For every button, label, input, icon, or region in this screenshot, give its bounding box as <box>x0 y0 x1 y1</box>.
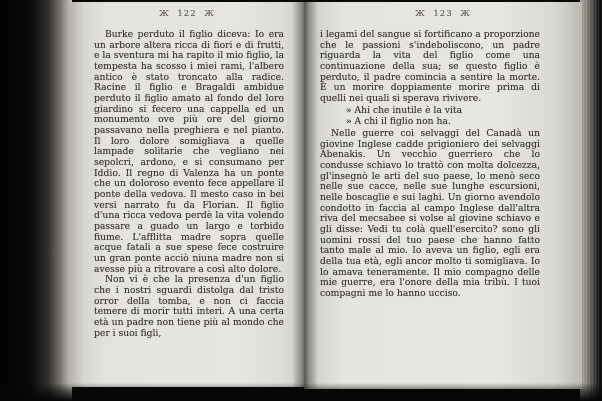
page-text-left <box>70 19 304 339</box>
page-number-right: 123 <box>433 9 453 19</box>
page-123 <box>304 2 582 389</box>
page-header-right <box>304 2 582 19</box>
book-left-edge <box>0 0 72 401</box>
page-122 <box>70 2 304 387</box>
page-text-right <box>304 19 582 300</box>
page-header-left <box>70 2 304 19</box>
verse-line: » Ahi che inutile è la vita <box>346 104 463 116</box>
header-ornament-icon: Ж <box>415 9 426 19</box>
paragraph: Burke perduto il figlio diceva: Io era un arbore altera ricca di fiori e di frutti, e la sventura mi ha rapito il mio figlio, la tempesta ha scosso i miei rami, l'albero antico è stato troncato alla radice. Racine il figlio e Bragaldi ambidue perduto il figlio amato al fondo del loro giardino si fecero una cappella ed un monumento ove più ore del giorno passavano nella preghiera e nel pianto. Il loro dolore somigliava a quelle lampade solitarie che vegliano nei sepolcri, ardono, e si consumano per Iddio. Il regno di Valenza ha un ponte che un doloroso evento fece appellare il ponte della vedova. Il mesto caso in bei versi narrato fu da Florian. Il figlio d'una ricca vedova perdè la vita volendo passare a guado un largo e torbido fiume. L'afflitta madre sopra quelle acque fatali a sue spese fece costruire un gran ponte acciò niuna madre non si avesse più a ritrovare a così alto dolore. <box>94 29 284 275</box>
header-ornament-icon: Ж <box>460 9 471 19</box>
header-ornament-icon: Ж <box>159 9 170 19</box>
header-ornament-icon: Ж <box>204 9 215 19</box>
paragraph: Non vi è che la presenza d'un figlio che i nostri sguardi distolga dal tristo orror della tomba, e non ci faccia temere di morir tutti interi. A una certa età un padre non tiene più al mondo che per i suoi figli, <box>94 274 284 339</box>
paragraph: Nelle guerre coi selvaggi del Canadà un giovine Inglese cadde prigioniero dei selvaggi Abenakis. Un vecchio guerriero che lo condusse schiavo lo trattò con molta dolcezza, gl'insegnò le arti del suo paese, lo menò seco nelle sue cacce, nelle sue lunghe escursioni, nelle boscaglie e sui laghi. Un giorno avendolo condotto in faccia al campo Inglese dall'altra riva del mecsabee si volse al giovine schiavo e gli disse: Vedi tu colà quell'esercito? sono gli uomini rossi del tuo paese che hanno fatto tanto male al mio. Io aveva un figlio, egli era della tua età, egli ancor molto ti somigliava. Io lo amava teneramente. Il mio compagno delle mie guerre, era l'onore della mia tribù. I tuoi compagni me lo hanno ucciso. <box>320 128 540 300</box>
book-fore-edge <box>580 0 602 401</box>
page-number-left: 122 <box>177 9 197 19</box>
paragraph: i legami del sangue si fortificano a proporzione che le passioni s'indeboliscono, un padre riguarda la vita del figlio come una continuazione della sua; se questo figlio è perduto, il padre comincia a sentire la morte. È un morire doppiamente morire prima di quelli nei quali si sperava rivivere. <box>320 29 540 105</box>
verse-line: » A chi il figlio non ha. <box>346 116 451 128</box>
